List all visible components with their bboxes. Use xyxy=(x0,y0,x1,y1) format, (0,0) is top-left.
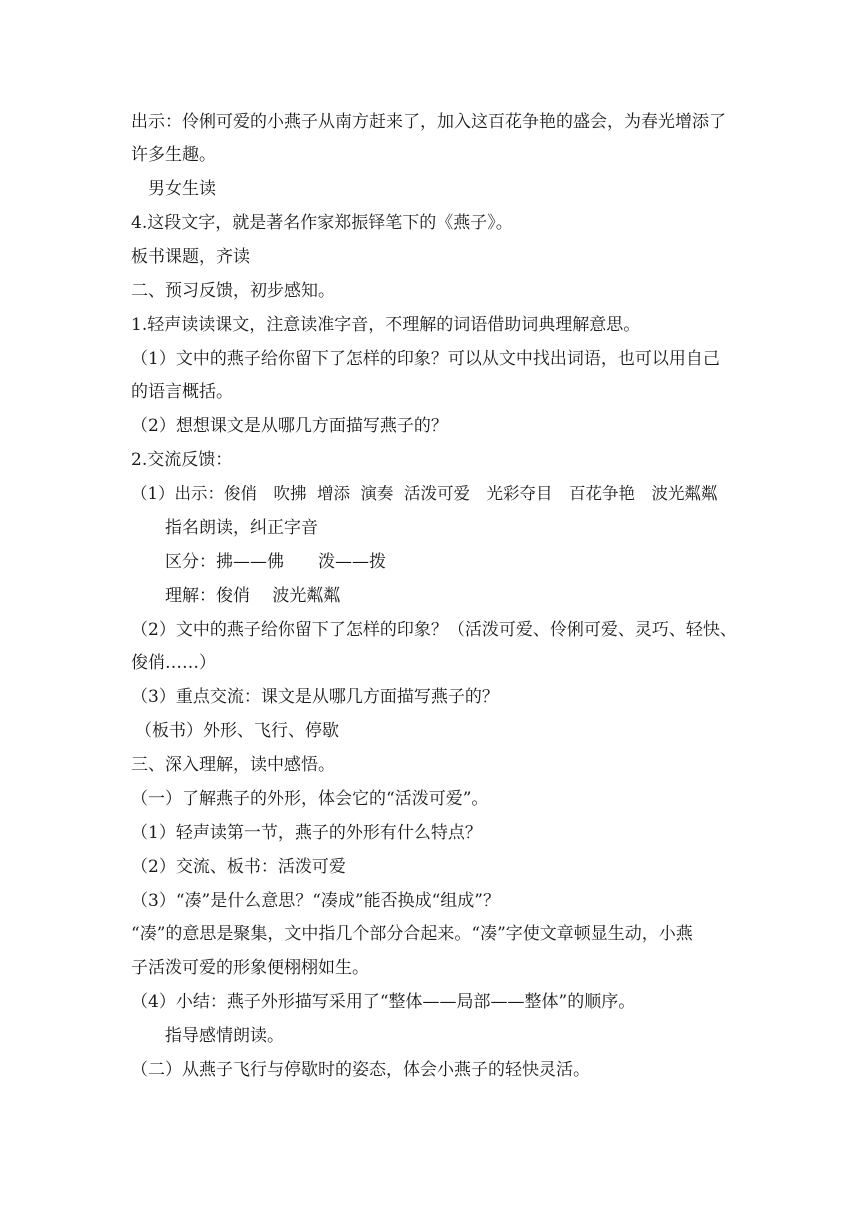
text-line: 出示：伶俐可爱的小燕子从南方赶来了，加入这百花争艳的盛会，为春光增添了 xyxy=(131,112,726,132)
text-line: 男女生读 xyxy=(148,179,216,199)
text-line: （3）“凑”是什么意思？“凑成”能否换成“组成”？ xyxy=(131,891,500,911)
text-line: “凑”的意思是聚集，文中指几个部分合起来。“凑”字使文章顿显生动，小燕 xyxy=(131,924,693,944)
text-line: （3）重点交流：课文是从哪几方面描写燕子的？ xyxy=(131,687,499,707)
text-line: （2）文中的燕子给你留下了怎样的印象？（活泼可爱、伶俐可爱、灵巧、轻快、 xyxy=(131,620,737,640)
text-line: 子活泼可爱的形象便栩栩如生。 xyxy=(131,958,369,978)
text-line: （板书）外形、飞行、停歇 xyxy=(135,721,339,741)
text-line: 区分：拂——佛 泼——拨 xyxy=(165,552,386,572)
text-line: 2.交流反馈： xyxy=(131,450,233,470)
text-line: 许多生趣。 xyxy=(131,145,216,165)
text-line: （1）轻声读第一节，燕子的外形有什么特点？ xyxy=(131,823,482,843)
text-line: （1）出示：俊俏 吹拂 增添 演奏 活泼可爱 光彩夺目 百花争艳 波光粼粼 xyxy=(131,484,718,503)
text-line: （二）从燕子飞行与停歇时的姿态，体会小燕子的轻快灵活。 xyxy=(131,1060,590,1080)
text-line: 4.这段文字，就是著名作家郑振铎笔下的《燕子》。 xyxy=(131,213,513,233)
text-line: （1）文中的燕子给你留下了怎样的印象？可以从文中找出词语，也可以用自己 xyxy=(131,349,720,369)
text-line: （4）小结：燕子外形描写采用了“整体——局部——整体”的顺序。 xyxy=(131,992,636,1012)
text-line: 指导感情朗读。 xyxy=(165,1026,284,1046)
text-line: （一）了解燕子的外形，体会它的“活泼可爱”。 xyxy=(131,789,489,809)
text-line: 理解：俊俏 波光粼粼 xyxy=(165,586,341,606)
text-line: 三、深入理解，读中感悟。 xyxy=(131,755,335,775)
text-line: （2）交流、板书：活泼可爱 xyxy=(131,857,346,877)
text-line: 板书课题，齐读 xyxy=(131,247,250,267)
text-line: 二、预习反馈，初步感知。 xyxy=(131,281,335,301)
text-line: 指名朗读，纠正字音 xyxy=(165,518,318,538)
text-line: （2）想想课文是从哪几方面描写燕子的？ xyxy=(131,416,448,436)
text-line: 1.轻声读读课文，注意读准字音，不理解的词语借助词典理解意思。 xyxy=(131,315,641,335)
text-line: 的语言概括。 xyxy=(131,382,233,402)
text-line: 俊俏……） xyxy=(131,653,216,673)
